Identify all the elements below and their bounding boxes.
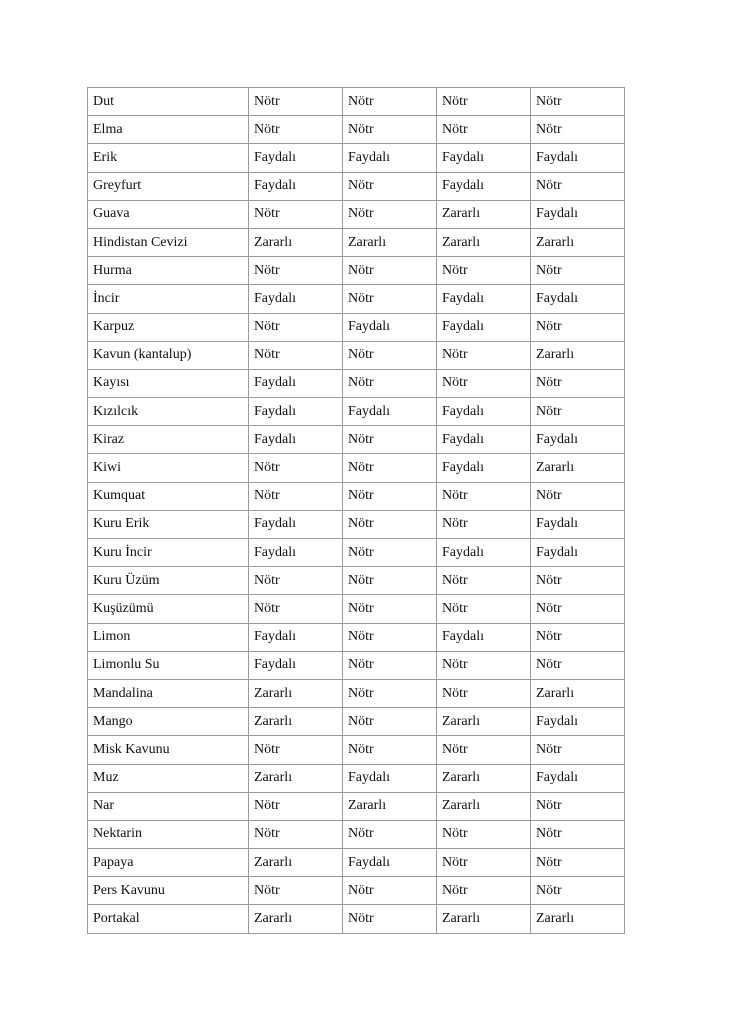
effect-cell: Nötr <box>437 257 531 285</box>
effect-cell: Zararlı <box>531 905 625 933</box>
fruit-name-cell: Kuru İncir <box>88 539 249 567</box>
effect-cell: Faydalı <box>249 539 343 567</box>
fruit-name-cell: Kuşüzümü <box>88 595 249 623</box>
effect-cell: Faydalı <box>249 398 343 426</box>
effect-cell: Nötr <box>437 877 531 905</box>
effect-cell: Nötr <box>343 285 437 313</box>
effect-cell: Nötr <box>437 567 531 595</box>
fruit-name-cell: Pers Kavunu <box>88 877 249 905</box>
effect-cell: Nötr <box>531 88 625 116</box>
effect-cell: Nötr <box>437 88 531 116</box>
fruit-name-cell: Hurma <box>88 257 249 285</box>
effect-cell: Nötr <box>437 595 531 623</box>
effect-cell: Nötr <box>249 736 343 764</box>
table-row <box>88 144 625 172</box>
table-row <box>88 369 625 397</box>
effect-cell: Faydalı <box>531 510 625 538</box>
effect-cell: Faydalı <box>249 172 343 200</box>
fruit-name-cell: Kumquat <box>88 482 249 510</box>
effect-cell: Nötr <box>531 369 625 397</box>
effect-cell: Faydalı <box>437 623 531 651</box>
table-row <box>88 905 625 933</box>
table-row <box>88 398 625 426</box>
table-row <box>88 820 625 848</box>
effect-cell: Nötr <box>343 116 437 144</box>
effect-cell: Faydalı <box>531 285 625 313</box>
effect-cell: Nötr <box>437 679 531 707</box>
effect-cell: Nötr <box>249 313 343 341</box>
effect-cell: Nötr <box>249 454 343 482</box>
table-row <box>88 285 625 313</box>
effect-cell: Faydalı <box>343 849 437 877</box>
effect-cell: Nötr <box>343 679 437 707</box>
table-row <box>88 567 625 595</box>
fruit-name-cell: Elma <box>88 116 249 144</box>
effect-cell: Nötr <box>249 88 343 116</box>
effect-cell: Faydalı <box>343 144 437 172</box>
effect-cell: Faydalı <box>343 764 437 792</box>
effect-cell: Nötr <box>437 651 531 679</box>
effect-cell: Faydalı <box>249 285 343 313</box>
effect-cell: Faydalı <box>249 144 343 172</box>
effect-cell: Zararlı <box>249 679 343 707</box>
table-row <box>88 651 625 679</box>
effect-cell: Nötr <box>343 539 437 567</box>
table-row <box>88 595 625 623</box>
fruit-name-cell: Greyfurt <box>88 172 249 200</box>
effect-cell: Nötr <box>343 482 437 510</box>
effect-cell: Faydalı <box>531 200 625 228</box>
table-row <box>88 228 625 256</box>
effect-cell: Faydalı <box>531 764 625 792</box>
effect-cell: Nötr <box>531 313 625 341</box>
effect-cell: Nötr <box>343 736 437 764</box>
effect-cell: Nötr <box>437 510 531 538</box>
effect-cell: Nötr <box>343 567 437 595</box>
table-row <box>88 792 625 820</box>
fruit-name-cell: Kayısı <box>88 369 249 397</box>
effect-cell: Faydalı <box>437 426 531 454</box>
fruit-name-cell: Muz <box>88 764 249 792</box>
effect-cell: Faydalı <box>437 313 531 341</box>
table-row <box>88 200 625 228</box>
effect-cell: Nötr <box>343 905 437 933</box>
effect-cell: Nötr <box>343 426 437 454</box>
effect-cell: Nötr <box>343 257 437 285</box>
effect-cell: Zararlı <box>531 341 625 369</box>
fruit-name-cell: Hindistan Cevizi <box>88 228 249 256</box>
effect-cell: Nötr <box>343 623 437 651</box>
table-row <box>88 736 625 764</box>
effect-cell: Faydalı <box>249 426 343 454</box>
effect-cell: Zararlı <box>437 708 531 736</box>
fruit-name-cell: Kızılcık <box>88 398 249 426</box>
table-row <box>88 623 625 651</box>
effect-cell: Zararlı <box>343 792 437 820</box>
effect-cell: Nötr <box>343 651 437 679</box>
fruit-name-cell: Guava <box>88 200 249 228</box>
fruit-name-cell: Karpuz <box>88 313 249 341</box>
effect-cell: Faydalı <box>249 369 343 397</box>
effect-cell: Nötr <box>249 482 343 510</box>
table-row <box>88 877 625 905</box>
effect-cell: Nötr <box>343 454 437 482</box>
effect-cell: Nötr <box>343 369 437 397</box>
table-body <box>88 88 625 934</box>
effect-cell: Nötr <box>249 595 343 623</box>
effect-cell: Nötr <box>531 792 625 820</box>
effect-cell: Zararlı <box>531 228 625 256</box>
effect-cell: Zararlı <box>437 905 531 933</box>
effect-cell: Nötr <box>531 482 625 510</box>
effect-cell: Nötr <box>343 877 437 905</box>
effect-cell: Faydalı <box>531 144 625 172</box>
effect-cell: Nötr <box>249 200 343 228</box>
table-row <box>88 679 625 707</box>
effect-cell: Nötr <box>531 820 625 848</box>
fruit-effects-table <box>87 87 625 934</box>
effect-cell: Nötr <box>437 116 531 144</box>
effect-cell: Faydalı <box>249 623 343 651</box>
effect-cell: Zararlı <box>437 764 531 792</box>
effect-cell: Faydalı <box>437 539 531 567</box>
effect-cell: Faydalı <box>249 651 343 679</box>
table-row <box>88 341 625 369</box>
effect-cell: Nötr <box>249 116 343 144</box>
table-row <box>88 764 625 792</box>
effect-cell: Nötr <box>343 510 437 538</box>
effect-cell: Nötr <box>437 849 531 877</box>
effect-cell: Zararlı <box>249 228 343 256</box>
fruit-name-cell: Papaya <box>88 849 249 877</box>
effect-cell: Zararlı <box>437 792 531 820</box>
fruit-name-cell: Kiwi <box>88 454 249 482</box>
effect-cell: Zararlı <box>531 679 625 707</box>
effect-cell: Zararlı <box>343 228 437 256</box>
effect-cell: Faydalı <box>437 144 531 172</box>
effect-cell: Nötr <box>343 172 437 200</box>
effect-cell: Nötr <box>437 482 531 510</box>
fruit-name-cell: Erik <box>88 144 249 172</box>
effect-cell: Zararlı <box>437 200 531 228</box>
effect-cell: Faydalı <box>437 172 531 200</box>
fruit-name-cell: Kuru Erik <box>88 510 249 538</box>
table-row <box>88 172 625 200</box>
fruit-name-cell: Nektarin <box>88 820 249 848</box>
fruit-name-cell: Kuru Üzüm <box>88 567 249 595</box>
table-row <box>88 88 625 116</box>
effect-cell: Nötr <box>343 88 437 116</box>
effect-cell: Nötr <box>531 116 625 144</box>
fruit-name-cell: Limonlu Su <box>88 651 249 679</box>
effect-cell: Nötr <box>437 736 531 764</box>
effect-cell: Nötr <box>531 736 625 764</box>
effect-cell: Nötr <box>437 341 531 369</box>
effect-cell: Nötr <box>437 820 531 848</box>
effect-cell: Faydalı <box>343 398 437 426</box>
effect-cell: Zararlı <box>531 454 625 482</box>
effect-cell: Nötr <box>343 341 437 369</box>
table-row <box>88 510 625 538</box>
fruit-name-cell: Kavun (kantalup) <box>88 341 249 369</box>
fruit-name-cell: Nar <box>88 792 249 820</box>
effect-cell: Nötr <box>343 708 437 736</box>
effect-cell: Zararlı <box>249 708 343 736</box>
effect-cell: Zararlı <box>249 849 343 877</box>
effect-cell: Nötr <box>531 172 625 200</box>
effect-cell: Nötr <box>531 623 625 651</box>
effect-cell: Nötr <box>249 792 343 820</box>
effect-cell: Faydalı <box>531 708 625 736</box>
effect-cell: Nötr <box>437 369 531 397</box>
effect-cell: Zararlı <box>249 764 343 792</box>
effect-cell: Nötr <box>531 651 625 679</box>
effect-cell: Faydalı <box>531 539 625 567</box>
table-row <box>88 257 625 285</box>
fruit-name-cell: Kiraz <box>88 426 249 454</box>
effect-cell: Nötr <box>249 820 343 848</box>
table-row <box>88 426 625 454</box>
effect-cell: Faydalı <box>249 510 343 538</box>
effect-cell: Faydalı <box>437 285 531 313</box>
fruit-name-cell: Portakal <box>88 905 249 933</box>
fruit-name-cell: Limon <box>88 623 249 651</box>
fruit-name-cell: Misk Kavunu <box>88 736 249 764</box>
effect-cell: Nötr <box>343 200 437 228</box>
effect-cell: Nötr <box>249 567 343 595</box>
effect-cell: Faydalı <box>531 426 625 454</box>
table-row <box>88 849 625 877</box>
fruit-name-cell: Mandalina <box>88 679 249 707</box>
effect-cell: Nötr <box>531 257 625 285</box>
table-row <box>88 539 625 567</box>
effect-cell: Faydalı <box>437 398 531 426</box>
effect-cell: Faydalı <box>437 454 531 482</box>
fruit-name-cell: Dut <box>88 88 249 116</box>
table-row <box>88 708 625 736</box>
effect-cell: Nötr <box>531 567 625 595</box>
effect-cell: Nötr <box>531 849 625 877</box>
table-row <box>88 454 625 482</box>
effect-cell: Nötr <box>343 595 437 623</box>
effect-cell: Nötr <box>531 877 625 905</box>
table-row <box>88 482 625 510</box>
effect-cell: Nötr <box>249 341 343 369</box>
fruit-name-cell: Mango <box>88 708 249 736</box>
effect-cell: Nötr <box>531 398 625 426</box>
effect-cell: Nötr <box>249 877 343 905</box>
effect-cell: Zararlı <box>249 905 343 933</box>
table-row <box>88 116 625 144</box>
table-row <box>88 313 625 341</box>
effect-cell: Nötr <box>531 595 625 623</box>
effect-cell: Faydalı <box>343 313 437 341</box>
fruit-name-cell: İncir <box>88 285 249 313</box>
effect-cell: Nötr <box>343 820 437 848</box>
effect-cell: Nötr <box>249 257 343 285</box>
effect-cell: Zararlı <box>437 228 531 256</box>
